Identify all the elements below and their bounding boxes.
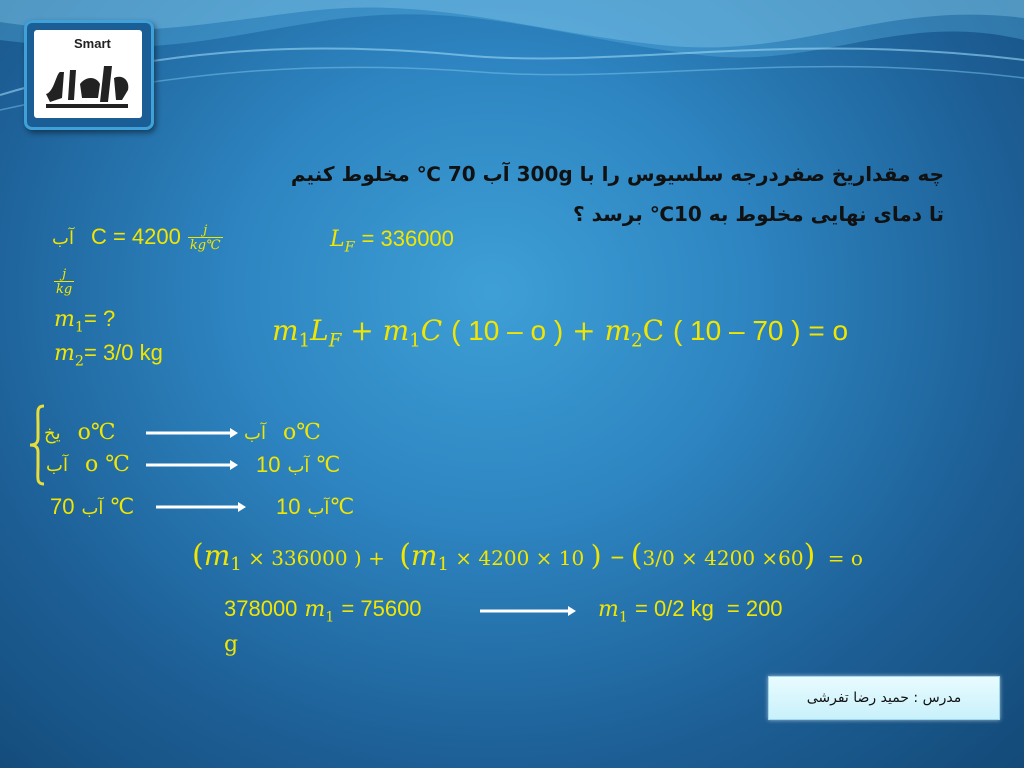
- sub-m1b-subscript: 1: [437, 554, 449, 575]
- result-rhs: = 75600: [341, 596, 422, 621]
- phase-row-3-right: [272, 494, 354, 520]
- result-final: [598, 596, 783, 625]
- water-temp: o ℃: [84, 452, 130, 477]
- sub-equals-zero: = o: [827, 546, 863, 570]
- result-grams-unit: g: [224, 632, 239, 657]
- logo-panel: [34, 30, 142, 118]
- sub-term-1: × 336000 ) +: [248, 546, 385, 570]
- ice-temp: o℃: [77, 420, 116, 445]
- sub-open-paren-2: (: [399, 538, 411, 573]
- water-word: آب: [307, 498, 330, 518]
- m2-symbol: m: [54, 341, 75, 366]
- stray-unit: [54, 268, 74, 296]
- eq-lf-subscript: F: [328, 330, 342, 352]
- left-brace-icon: [28, 404, 48, 486]
- latent-heat-symbol: L: [330, 227, 345, 252]
- eq-m1b-symbol: m: [382, 314, 410, 347]
- final-m1-symbol: m: [598, 597, 619, 622]
- eq-m2-subscript: 2: [631, 330, 643, 352]
- specific-heat-expression: C = 4200: [90, 224, 181, 249]
- phase-row-2-left: [46, 452, 130, 477]
- question-line-2: تا دمای نهایی مخلوط به 10℃ برسد ؟: [573, 202, 944, 226]
- phase-row-1-right: [244, 420, 321, 445]
- eq-c-symbol-2: C: [642, 314, 665, 347]
- question-line-1: چه مقداریخ صفردرجه سلسیوس را با 300g آب 70 ℃ مخلوط کنیم: [290, 162, 944, 186]
- unit-denominator: kg℃: [189, 238, 221, 253]
- eq-m1b-subscript: 1: [409, 330, 421, 352]
- result-m1-subscript: 1: [325, 609, 335, 626]
- heat-balance-equation: [272, 314, 848, 352]
- final-mass-g: = 200: [726, 596, 783, 621]
- eq-m1-symbol: m: [272, 314, 299, 347]
- latent-heat-given: [330, 226, 454, 255]
- specific-heat-given: [52, 224, 223, 252]
- water-temp: o℃: [282, 420, 321, 445]
- m2-given: [54, 340, 163, 369]
- m1-value: = ?: [83, 306, 116, 331]
- eq-plus-2: +: [572, 314, 596, 347]
- eq-m2-symbol: m: [604, 314, 632, 347]
- water-word: آب: [46, 455, 68, 475]
- substituted-equation: [192, 538, 863, 575]
- specific-heat-unit: [188, 224, 223, 252]
- final-mass-kg: = 0/2 kg: [634, 596, 714, 621]
- arrow-icon: [146, 458, 238, 472]
- water-word: آب: [52, 228, 74, 248]
- phase-row-1-left: [44, 420, 116, 445]
- water-word: آب: [287, 456, 310, 476]
- ice-word: یخ: [44, 423, 61, 443]
- sub-m1b-symbol: m: [410, 539, 438, 572]
- logo-brand-label: Smart: [74, 36, 111, 51]
- sub-m1-subscript: 1: [230, 554, 242, 575]
- phase-row-3-left: [46, 494, 134, 520]
- eq-lf-symbol: L: [310, 314, 329, 347]
- m2-subscript: 2: [74, 353, 84, 370]
- eq-delta-t-2: ( 10 – 70 ) = o: [672, 315, 849, 346]
- m1-symbol: m: [54, 307, 75, 332]
- water-word: آب: [244, 423, 266, 443]
- arrow-icon: [480, 604, 576, 618]
- sub-close-paren-2: ) –: [590, 539, 625, 572]
- final-m1-subscript: 1: [618, 609, 628, 626]
- latent-heat-subscript: F: [344, 239, 355, 256]
- latent-heat-value: = 336000: [361, 226, 454, 251]
- teacher-credit: [768, 676, 1000, 720]
- sub-m1-symbol: m: [203, 539, 231, 572]
- result-coefficient: 378000: [224, 596, 298, 621]
- result-left: [224, 596, 422, 625]
- arrow-icon: [156, 500, 246, 514]
- stray-unit-denominator: kg: [56, 282, 73, 297]
- m1-subscript: 1: [74, 319, 84, 336]
- sub-open-paren-3: (: [630, 538, 643, 573]
- sub-term-2: × 4200 × 10: [455, 546, 585, 570]
- arrow-icon: [146, 426, 238, 440]
- water-temp: 10 ℃: [256, 452, 341, 477]
- result-m1-symbol: m: [304, 597, 326, 622]
- sub-open-paren-1: (: [192, 538, 204, 573]
- unit-numerator: j: [203, 223, 208, 238]
- m2-value: = 3/0 kg: [83, 340, 163, 365]
- logo-emblem-icon: [42, 54, 134, 112]
- phase-row-2-right: [248, 452, 340, 478]
- eq-m1-subscript: 1: [298, 330, 311, 352]
- brand-logo: [24, 20, 154, 130]
- water-temp: 10℃: [276, 494, 355, 519]
- sub-term-3: 3/0 × 4200 ×60: [642, 546, 804, 570]
- teacher-name: مدرس : حمید رضا تفرشی: [806, 690, 962, 706]
- eq-plus-1: +: [350, 314, 374, 347]
- eq-c-symbol-1: C: [420, 314, 443, 347]
- water-word: آب: [81, 498, 104, 518]
- stray-unit-numerator: j: [62, 267, 67, 282]
- eq-delta-t-1: ( 10 – o ): [451, 315, 564, 346]
- water-temp: 70 ℃: [50, 494, 135, 519]
- sub-close-paren-3: ): [803, 538, 816, 573]
- m1-unknown: [54, 306, 115, 335]
